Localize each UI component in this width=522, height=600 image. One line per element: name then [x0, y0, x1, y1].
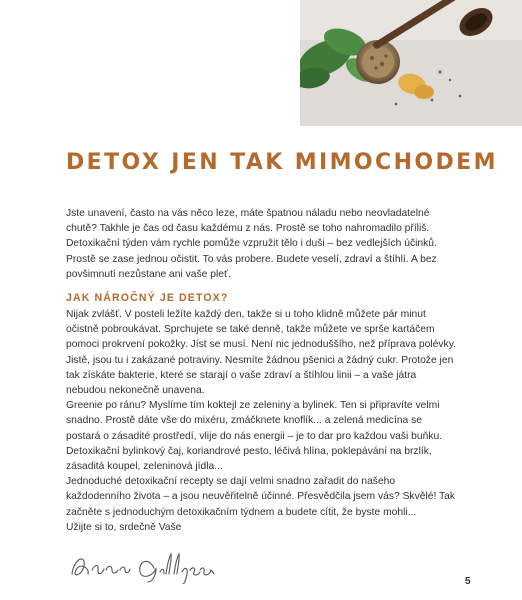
paragraph: Nijak zvlášť. V posteli ležíte každý den, takže si u toho klidně můžete pár minut očistně pobroukávat. Sprchujete se také denně, takže můžete ve sprše kartáčem pomoci prokrvení pokožky. Jíst se musí. Není nic jednoduššího, než příprava polévky. Jistě, jsou tu i zakázané potraviny. Nesmíte žádnou pšenici a žádný cukr. Protože jen tak získáte bakterie, které se starají o vaše zdraví a štíhlou linii – a vaše játra nebudou nekonečně unavena. — [66, 309, 456, 397]
page-number: 5 — [465, 576, 471, 587]
intro-paragraph — [66, 206, 458, 282]
paragraph: Jednoduché detoxikační recepty se dají velmi snadno zařadit do našeho každodenního života – a jsou neuvěřitelně účinné. Přesvědčila jsem vás? Skvělé! Tak začněte s jednoduchým detoxikačním týdnem a budete cítit, že byste mohli... — [66, 476, 456, 518]
paragraph: Detoxikační bylinkový čaj, koriandrové pesto, léčivá hlína, poklepávání na brzlík, zásaditá koupel, zeleninová jídla... — [66, 445, 432, 473]
closing-line: Užijte si to, srdečně Vaše — [66, 521, 182, 533]
intro-text: Jste unavení, často na vás něco leze, máte špatnou náladu nebo neovladatelné chutě? Takhle je čas od času každému z nás. Prostě se toho nahromadilo příliš. Detoxikační týden vám rychle pomůže vzpružit tělo i duši – bez vedlejších účinků. Prostě se zase jednou očistit. To vás probere. Budete veselí, zdraví a štíhlí. A bez povšimnutí nezůstane ani vaše pleť. — [66, 208, 437, 280]
page-title: DETOX JEN TAK MIMOCHODEM — [66, 150, 498, 175]
herbs-spices-photo — [300, 0, 522, 126]
section-heading: JAK NÁROČNÝ JE DETOX? — [66, 292, 229, 304]
section-body — [66, 307, 458, 535]
paragraph: Greenie po ránu? Myslíme tím koktejl ze zeleniny a bylinek. Ten si připravíte velmi snadno. Prostě dáte vše do mixéru, zmáčknete knoflík... a zelená medicína se postará o zásadité prostředí, vlije do nás energii – je to dar pro každou vaši buňku. — [66, 400, 443, 442]
handwritten-signature — [68, 548, 218, 584]
